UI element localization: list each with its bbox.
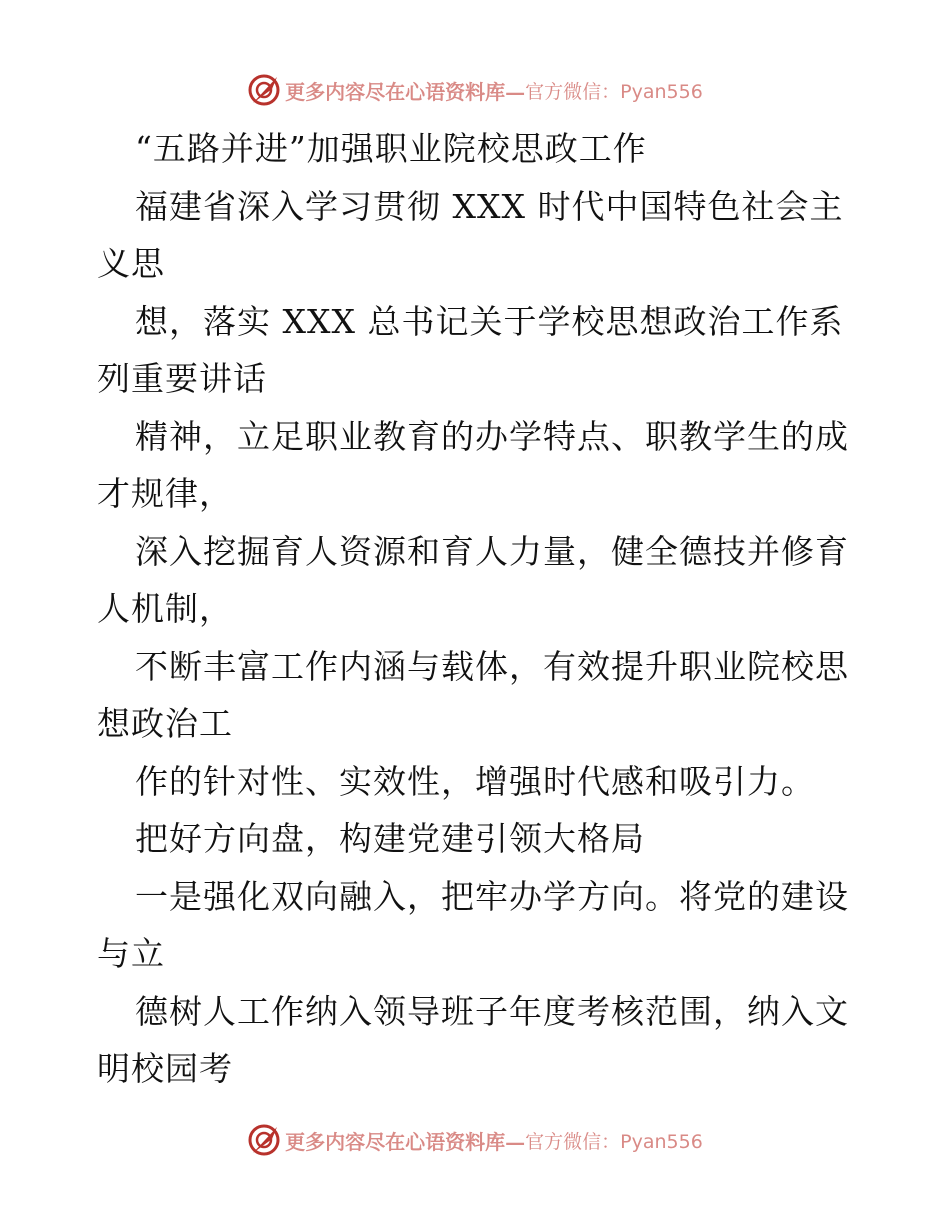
footer-banner [0,1120,950,1160]
paragraph-line: 德树人工作纳入领导班子年度考核范围，纳入文 [135,991,849,1031]
paragraph-line: 义思 [97,244,165,283]
paragraph-line: 一是强化双向融入，把牢办学方向。将党的建设 [135,876,849,916]
paragraph-line: 作的针对性、实效性，增强时代感和吸引力。 [135,761,815,801]
paragraph-line: 不断丰富工作内涵与载体，有效提升职业院校思 [135,646,849,686]
paragraph-line: 人机制， [97,589,233,628]
paragraph-line: 深入挖掘育人资源和育人力量，健全德技并修育 [135,531,849,571]
footer-banner-text: 更多内容尽在心语资料库— [285,1129,526,1154]
quill-logo-icon [247,1123,281,1157]
document-body [97,120,857,1098]
paragraph-line: 精神，立足职业教育的办学特点、职教学生的成 [135,416,849,456]
paragraph-line: 想政治工 [97,704,233,743]
paragraph-line: 与立 [97,934,165,973]
header-banner-text: 更多内容尽在心语资料库— [285,79,526,104]
header-banner [0,70,950,110]
paragraph-line: 列重要讲话 [97,359,267,398]
paragraph-line: 福建省深入学习贯彻 XXX 时代中国特色社会主 [135,186,844,226]
quill-logo-icon [247,73,281,107]
paragraph-line: 明校园考 [97,1049,233,1088]
footer-banner-wechat: 官方微信：Pyan556 [525,1130,703,1153]
header-banner-wechat: 官方微信：Pyan556 [525,80,703,103]
document-title: “五路并进”加强职业院校思政工作 [135,129,647,168]
section-heading: 把好方向盘，构建党建引领大格局 [135,819,645,858]
paragraph-line: 想，落实 XXX 总书记关于学校思想政治工作系 [135,301,844,341]
paragraph-line: 才规律， [97,474,233,513]
